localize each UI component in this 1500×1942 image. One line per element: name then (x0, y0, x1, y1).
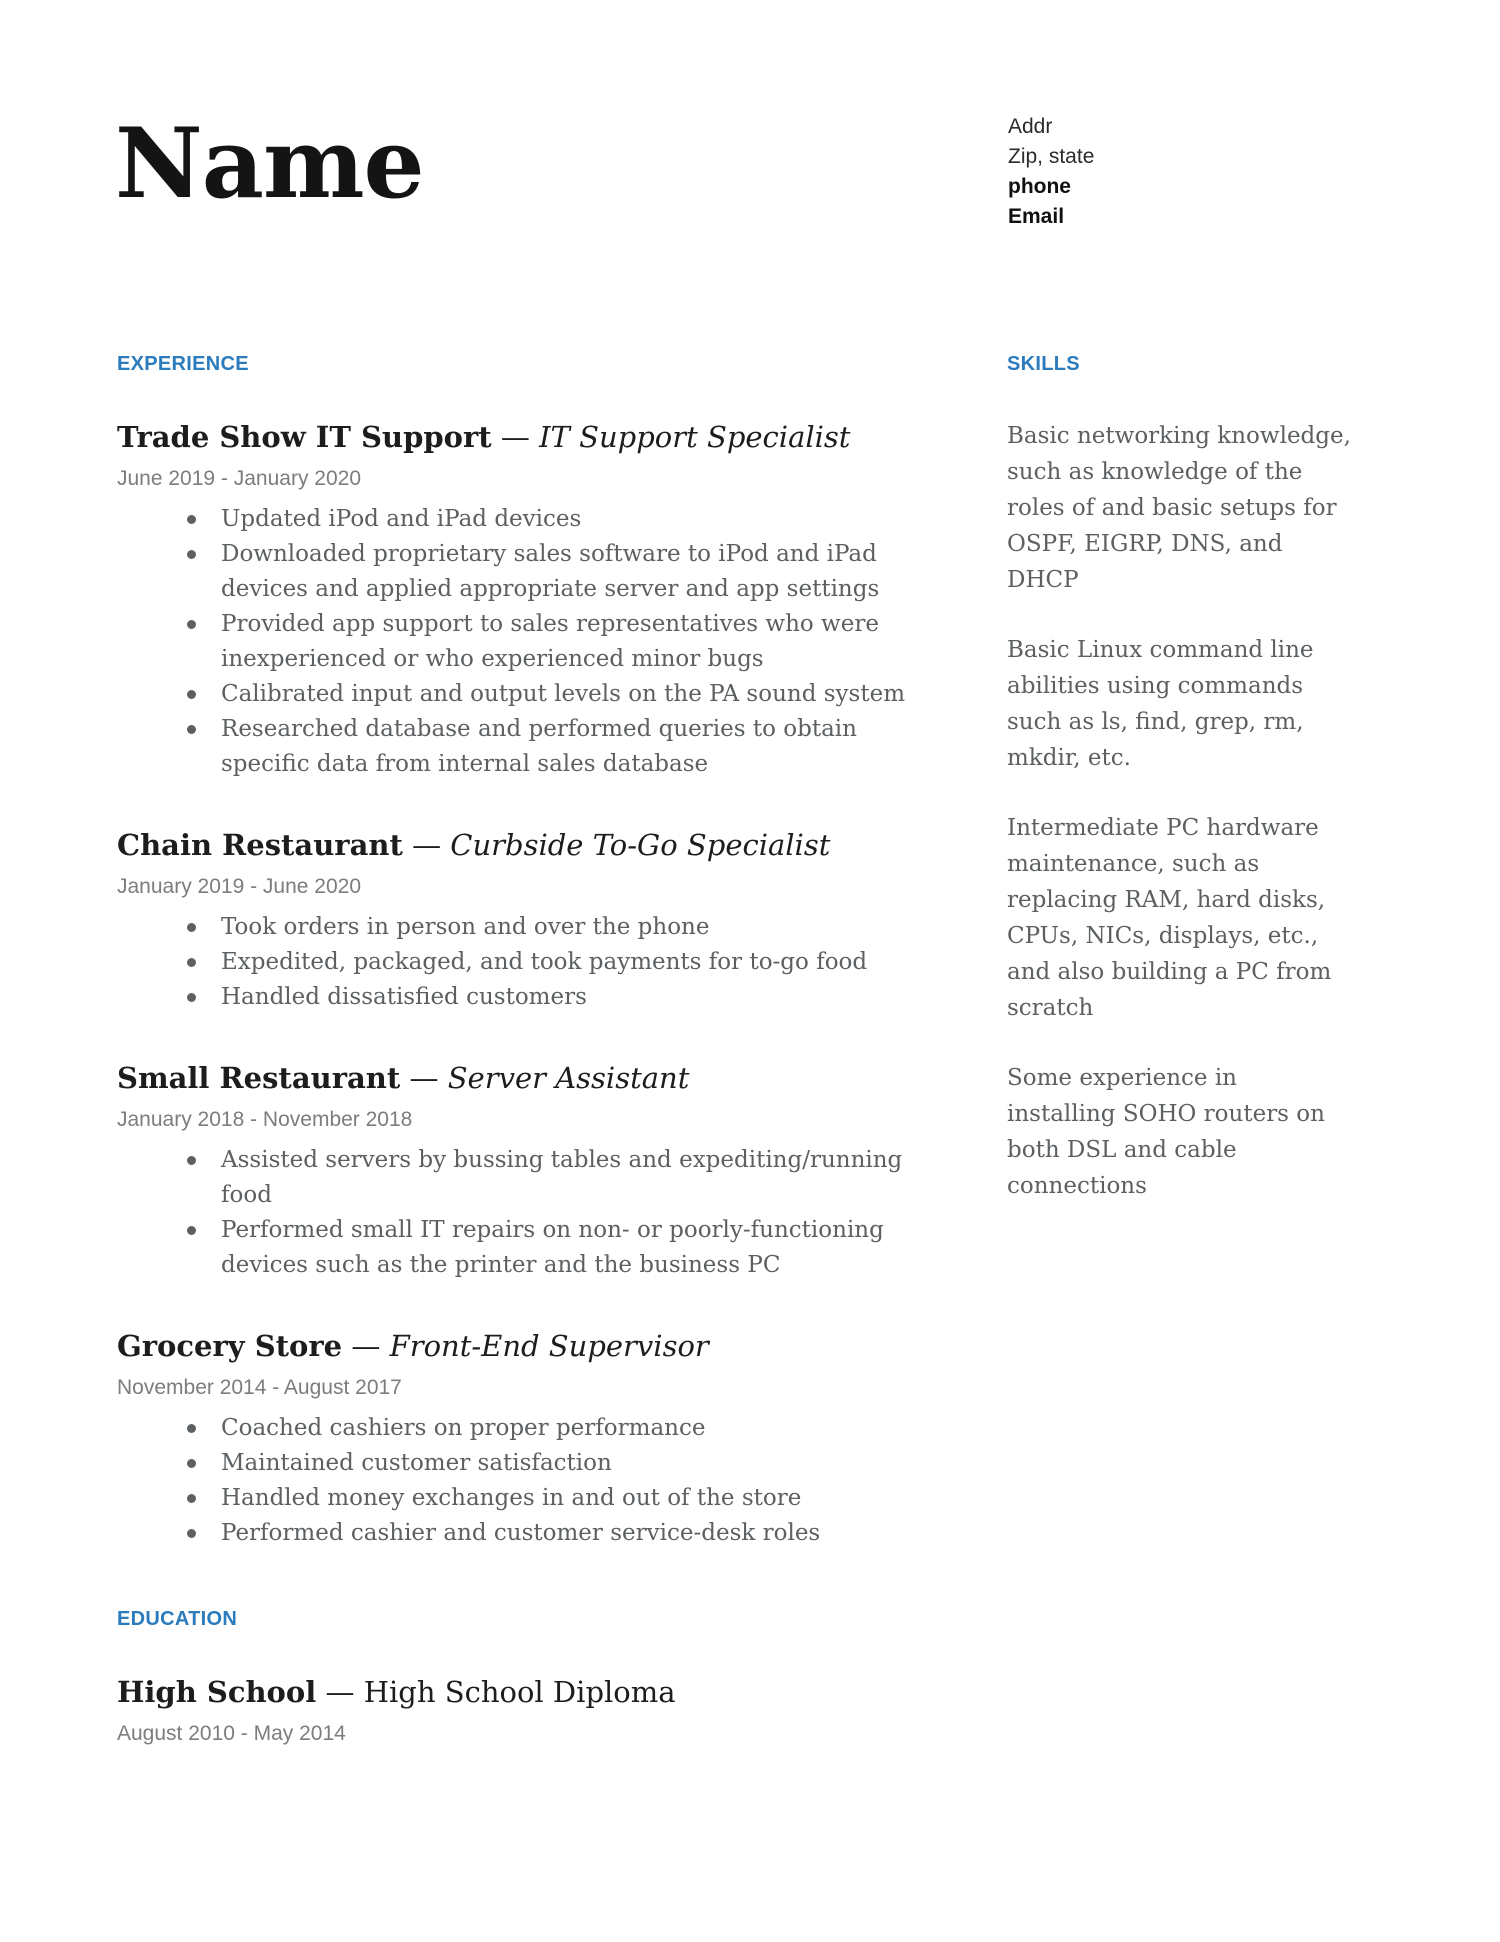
contact-phone: phone (1008, 175, 1071, 198)
job-entry (117, 1059, 917, 1283)
skill-paragraph: Basic Linux command line abilities using commands such as ls, find, grep, rm, mkdir, etc. (1007, 637, 1314, 771)
bullet-item (221, 502, 917, 537)
bullet-dot (187, 690, 196, 699)
bullet-text: Provided app support to sales representatives who were inexperienced or who experienced minor bugs (221, 611, 879, 672)
job-heading (117, 1327, 917, 1365)
bullet-dot (187, 923, 196, 932)
contact-zip-state: Zip, state (1008, 145, 1095, 168)
bullet-item (221, 537, 917, 607)
job-bullet-list (117, 910, 917, 1015)
experience-section-heading: EXPERIENCE (117, 353, 249, 375)
heading-dash: — (409, 1061, 439, 1095)
bullet-item (221, 1481, 917, 1516)
education-section-heading: EDUCATION (117, 1608, 238, 1630)
bullet-text: Performed small IT repairs on non- or poorly-functioning devices such as the printer and the business PC (221, 1217, 884, 1278)
bullet-text: Calibrated input and output levels on the PA sound system (221, 681, 906, 707)
skill-paragraph: Basic networking knowledge, such as knowledge of the roles of and basic setups for OSPF, EIGRP, DNS, and DHCP (1007, 423, 1351, 593)
job-dates: January 2018 - November 2018 (117, 1108, 413, 1131)
bullet-dot (187, 1459, 196, 1468)
bullet-item (221, 1143, 917, 1213)
bullet-dot (187, 725, 196, 734)
education-heading (117, 1673, 917, 1711)
skill-paragraph: Intermediate PC hardware maintenance, such as replacing RAM, hard disks, CPUs, NICs, displays, etc., and also building a PC from scratch (1007, 815, 1332, 1021)
bullet-item (221, 945, 917, 980)
job-bullet-list (117, 502, 917, 782)
bullet-dot (187, 1494, 196, 1503)
job-heading (117, 1059, 917, 1097)
contact-address: Addr (1008, 115, 1053, 138)
job-company: Trade Show IT Support (117, 420, 492, 454)
bullet-dot (187, 993, 196, 1002)
bullet-item (221, 1213, 917, 1283)
job-company: Grocery Store (117, 1329, 343, 1363)
bullet-dot (187, 958, 196, 967)
job-bullet-list (117, 1411, 917, 1551)
bullet-text: Performed cashier and customer service-desk roles (221, 1520, 821, 1546)
job-company: Small Restaurant (117, 1061, 401, 1095)
bullet-text: Took orders in person and over the phone (221, 914, 710, 940)
job-entry (117, 1327, 917, 1551)
bullet-text: Coached cashiers on proper performance (221, 1415, 706, 1441)
bullet-dot (187, 620, 196, 629)
heading-dash: — (325, 1675, 355, 1709)
education-school: High School (117, 1675, 317, 1709)
education-dates: August 2010 - May 2014 (117, 1722, 346, 1745)
bullet-text: Maintained customer satisfaction (221, 1450, 612, 1476)
education-degree: High School Diploma (363, 1675, 676, 1709)
education-section (117, 1607, 917, 1747)
bullet-text: Downloaded proprietary sales software to iPod and iPad devices and applied appropriate server and app settings (221, 541, 880, 602)
bullet-item (221, 712, 917, 782)
heading-dash: — (500, 420, 530, 454)
job-entry (117, 826, 917, 1015)
skills-column (1007, 352, 1352, 1204)
job-bullet-list (117, 1143, 917, 1283)
job-role: IT Support Specialist (539, 420, 851, 454)
person-name: Name (115, 107, 424, 220)
bullet-dot (187, 1529, 196, 1538)
heading-dash: — (412, 828, 442, 862)
bullet-item (221, 677, 917, 712)
bullet-dot (187, 1424, 196, 1433)
bullet-item (221, 607, 917, 677)
contact-email: Email (1008, 205, 1065, 228)
job-dates: January 2019 - June 2020 (117, 875, 362, 898)
bullet-item (221, 980, 917, 1015)
bullet-text: Updated iPod and iPad devices (221, 506, 582, 532)
job-heading (117, 418, 917, 456)
job-role: Server Assistant (447, 1061, 690, 1095)
main-column (117, 352, 917, 1747)
heading-dash: — (351, 1329, 381, 1363)
job-role: Curbside To-Go Specialist (450, 828, 831, 862)
bullet-text: Expedited, packaged, and took payments for to-go food (221, 949, 868, 975)
bullet-item (221, 1411, 917, 1446)
bullet-text: Assisted servers by bussing tables and expediting/running food (221, 1147, 903, 1208)
bullet-text: Handled dissatisfied customers (221, 984, 587, 1010)
bullet-dot (187, 515, 196, 524)
job-dates: June 2019 - January 2020 (117, 467, 362, 490)
skill-paragraph: Some experience in installing SOHO routers on both DSL and cable connections (1007, 1065, 1325, 1199)
job-entry (117, 418, 917, 782)
bullet-text: Handled money exchanges in and out of the store (221, 1485, 802, 1511)
skills-body (1007, 418, 1352, 1204)
job-dates: November 2014 - August 2017 (117, 1376, 402, 1399)
contact-block (1008, 112, 1094, 232)
job-company: Chain Restaurant (117, 828, 403, 862)
bullet-item (221, 1516, 917, 1551)
bullet-dot (187, 1156, 196, 1165)
job-role: Front-End Supervisor (389, 1329, 709, 1363)
skills-section-heading: SKILLS (1007, 353, 1080, 375)
job-heading (117, 826, 917, 864)
bullet-item (221, 1446, 917, 1481)
bullet-item (221, 910, 917, 945)
bullet-dot (187, 550, 196, 559)
bullet-text: Researched database and performed queries to obtain specific data from internal sales database (221, 716, 857, 777)
bullet-dot (187, 1226, 196, 1235)
